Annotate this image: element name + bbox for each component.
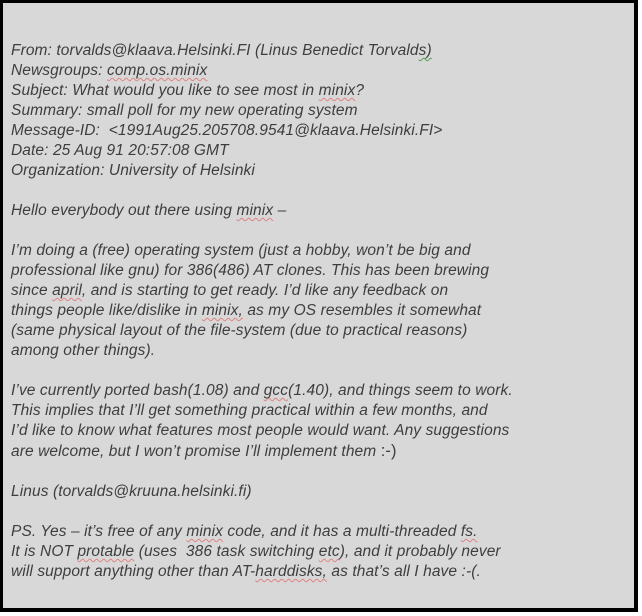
misspelled-word: gcc bbox=[263, 382, 289, 399]
text-run: PS. Yes – it’s free of any bbox=[11, 523, 187, 540]
text-line bbox=[11, 161, 628, 181]
text-run: as that’s all I have :-(. bbox=[326, 563, 481, 580]
text-run: Hello everybody out there using bbox=[11, 202, 237, 219]
text-line bbox=[11, 281, 628, 301]
text-run: (same physical layout of the file-system (due to practical reasons) bbox=[11, 322, 468, 339]
text-line bbox=[11, 401, 628, 421]
text-run: code, and it has a multi-threaded bbox=[222, 523, 461, 540]
text-run: as my OS resembles it somewhat bbox=[242, 302, 482, 319]
text-line bbox=[11, 121, 628, 141]
misspelled-word: minix bbox=[186, 523, 223, 540]
text-run: Linus (torvalds@kruuna.helsinki.fi) bbox=[11, 483, 252, 500]
misspelled-word: minix, bbox=[201, 302, 243, 319]
blank-line bbox=[11, 361, 628, 381]
text-line bbox=[11, 41, 628, 61]
text-line bbox=[11, 341, 628, 361]
text-run: Organization: University of Helsinki bbox=[11, 162, 255, 179]
text-run: ? bbox=[355, 82, 365, 99]
misspelled-word: comp.os.minix bbox=[106, 62, 208, 79]
text-run: I’d like to know what features most people would want. Any suggestions bbox=[11, 422, 510, 439]
text-run: Date: 25 Aug 91 20:57:08 GMT bbox=[11, 142, 229, 159]
text-line bbox=[11, 542, 628, 562]
text-line bbox=[11, 201, 628, 221]
text-line bbox=[11, 61, 628, 81]
misspelled-word: minix bbox=[236, 202, 274, 219]
text-run: It is NOT bbox=[11, 543, 78, 560]
misspelled-word: april bbox=[52, 282, 82, 299]
text-run: , and is starting to get ready. I’d like any feedback on bbox=[81, 282, 449, 299]
emoticon: :-) bbox=[380, 442, 397, 460]
text-run: (uses 386 task switching bbox=[134, 543, 319, 560]
text-run: professional like gnu) for 386(486) AT clones. This has been brewing bbox=[11, 262, 490, 279]
text-run: ), and it probably never bbox=[339, 543, 501, 560]
misspelled-word: etc bbox=[318, 543, 340, 560]
text-run: – bbox=[273, 202, 287, 219]
text-run: since bbox=[11, 282, 53, 299]
text-line bbox=[11, 381, 628, 401]
text-line bbox=[11, 482, 628, 502]
text-line bbox=[11, 81, 628, 101]
text-line bbox=[11, 562, 628, 582]
text-run: Summary: small poll for my new operating system bbox=[11, 102, 358, 119]
text-line bbox=[11, 241, 628, 261]
text-run: are welcome, but I won’t promise I’ll implement them bbox=[11, 443, 381, 460]
text-line bbox=[11, 421, 628, 441]
text-run: Subject: What would you like to see most in bbox=[11, 82, 319, 99]
text-line bbox=[11, 301, 628, 321]
text-run: I’m doing a (free) operating system (just a hobby, won’t be big and bbox=[11, 242, 471, 259]
misspelled-word: harddisks, bbox=[255, 563, 327, 580]
text-run: will support anything other than AT- bbox=[11, 563, 256, 580]
text-line bbox=[11, 101, 628, 121]
blank-line bbox=[11, 462, 628, 482]
text-line bbox=[11, 321, 628, 341]
misspelled-word: minix bbox=[318, 82, 356, 99]
text-run: I’ve currently ported bash(1.08) and bbox=[11, 382, 264, 399]
blank-line bbox=[11, 502, 628, 522]
text-run: Newsgroups: bbox=[11, 62, 107, 79]
misspelled-word: fs. bbox=[460, 523, 478, 540]
blank-line bbox=[11, 181, 628, 201]
text-run: (1.40), and things seem to work. bbox=[288, 382, 513, 399]
text-line bbox=[11, 141, 628, 161]
document-lines bbox=[11, 41, 628, 582]
text-run: This implies that I’ll get something practical within a few months, and bbox=[11, 402, 488, 419]
text-run: Message-ID: <1991Aug25.205708.9541@klaava.Helsinki.FI> bbox=[11, 122, 443, 139]
text-run: From: torvalds@klaava.Helsinki.FI (Linus Benedict Torvald bbox=[11, 42, 419, 59]
blank-line bbox=[11, 221, 628, 241]
text-run: things people like/dislike in bbox=[11, 302, 202, 319]
text-line bbox=[11, 522, 628, 542]
grammar-flagged-text: s) bbox=[418, 42, 432, 59]
text-line bbox=[11, 261, 628, 281]
text-line bbox=[11, 441, 628, 462]
usenet-post bbox=[3, 3, 634, 582]
text-run: among other things). bbox=[11, 342, 156, 359]
misspelled-word: protable bbox=[77, 543, 135, 560]
